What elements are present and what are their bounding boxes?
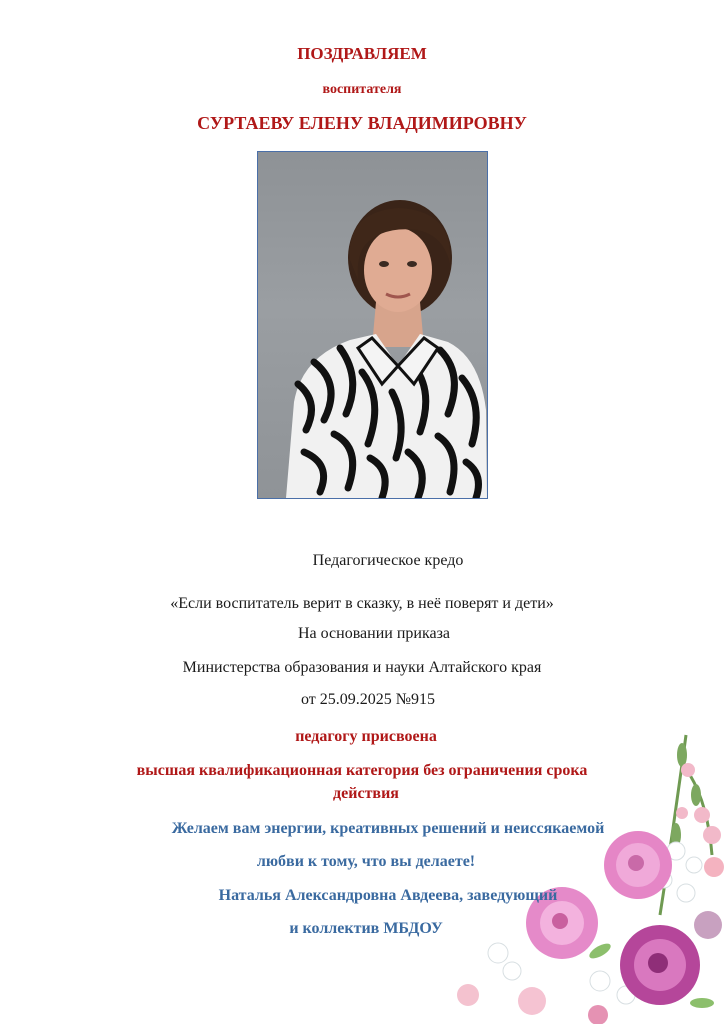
award-category-cont: действия <box>333 785 399 802</box>
ministry-line: Министерства образования и науки Алтайского края <box>182 659 542 676</box>
role-subheading: воспитателя <box>322 82 402 97</box>
congrats-heading: ПОЗДРАВЛЯЕМ <box>297 44 427 63</box>
signature-line: Наталья Александровна Авдеева, заведующий <box>218 887 558 904</box>
credo-title: Педагогическое кредо <box>312 552 464 569</box>
teacher-name: СУРТАЕВУ ЕЛЕНУ ВЛАДИМИРОВНУ <box>197 113 527 133</box>
credo-quote: «Если воспитатель верит в сказку, в неё поверят и дети» <box>170 595 554 612</box>
collective-line: и коллектив МБДОУ <box>289 920 443 937</box>
award-line: педагогу присвоена <box>295 728 437 745</box>
order-date-line: от 25.09.2025 №915 <box>300 691 436 708</box>
award-category: высшая квалификационная категория без ограничения срока <box>136 762 588 779</box>
wishes-line-2: любви к тому, что вы делаете! <box>256 853 476 870</box>
wishes-line-1: Желаем вам энергии, креативных решений и неиссякаемой <box>171 820 605 837</box>
teacher-portrait <box>257 151 488 499</box>
order-basis-line: На основании приказа <box>297 625 451 642</box>
